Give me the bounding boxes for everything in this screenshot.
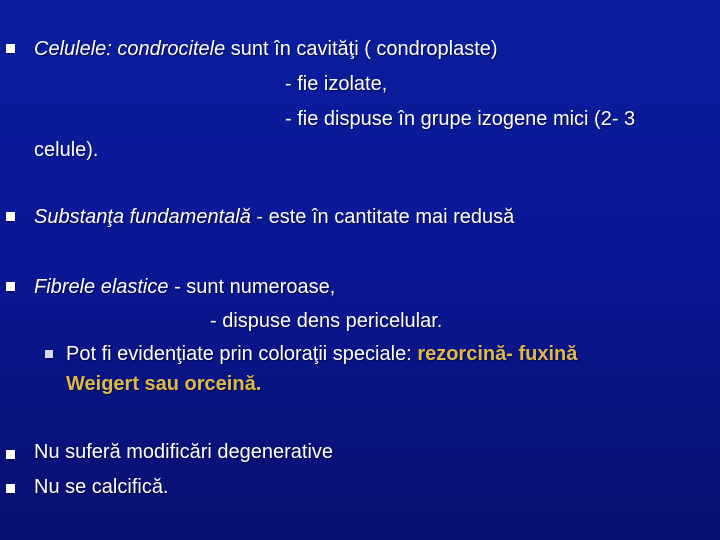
term-ground-substance: Substanţa fundamentală xyxy=(34,206,251,228)
square-bullet-icon xyxy=(6,450,15,459)
bullet-no-degeneration: Nu suferă modificări degenerative xyxy=(34,441,334,463)
cells-groups-line: - fie dispuse în grupe izogene mici (2- 3 xyxy=(285,108,636,130)
bullet-elastic-fibers xyxy=(34,275,335,299)
square-bullet-icon xyxy=(6,44,15,53)
sub-bullet-staining xyxy=(66,342,577,366)
bullet-ground-substance xyxy=(34,205,514,229)
cells-groups-line-end: celule). xyxy=(34,139,99,161)
square-bullet-icon xyxy=(45,350,53,358)
stain-resorcin-fuchsin: rezorcină- fuxină xyxy=(417,343,578,365)
cells-description: sunt în cavităţi ( condroplaste) xyxy=(225,38,498,60)
elastic-fibers-description: - sunt numeroase, xyxy=(168,276,336,298)
square-bullet-icon xyxy=(6,212,15,221)
term-cells: Celulele: condrocitele xyxy=(34,38,226,60)
bullet-cells xyxy=(34,37,498,61)
ground-substance-description: - este în cantitate mai redusă xyxy=(250,206,515,228)
stain-weigert-orcein: Weigert sau orceină. xyxy=(66,373,262,395)
staining-text: Pot fi evidenţiate prin coloraţii speciale: xyxy=(66,343,418,365)
term-elastic-fibers: Fibrele elastice xyxy=(34,276,169,298)
cells-isolated-line: - fie izolate, xyxy=(285,73,388,95)
elastic-fibers-dense-line: - dispuse dens pericelular. xyxy=(210,310,443,332)
square-bullet-icon xyxy=(6,282,15,291)
bullet-no-calcification: Nu se calcifică. xyxy=(34,476,169,498)
square-bullet-icon xyxy=(6,484,15,493)
